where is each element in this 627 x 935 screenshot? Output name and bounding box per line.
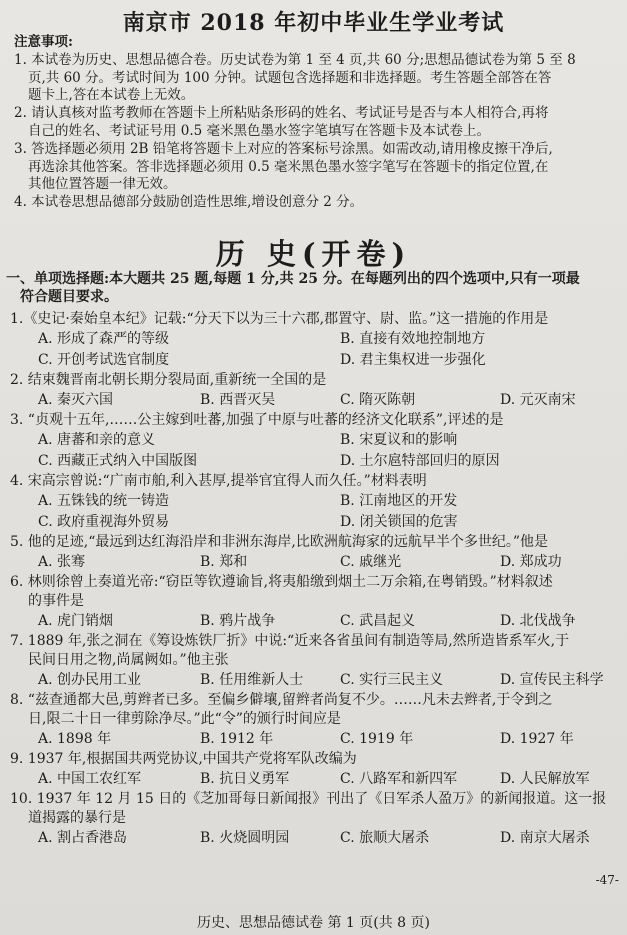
answer-option: C. 旅顺大屠杀 bbox=[340, 830, 430, 846]
question-stem: 1.《史记·秦始皇本纪》记载:“分天下以为三十六郡,郡置守、尉、监。”这一措施的作用是 bbox=[10, 311, 549, 327]
option-row bbox=[10, 430, 622, 451]
answer-option: D. 1927 年 bbox=[500, 731, 574, 747]
page-number: -47- bbox=[595, 873, 619, 887]
option-row bbox=[10, 670, 622, 691]
answer-option: A. 割占香港岛 bbox=[38, 830, 128, 846]
option-row bbox=[10, 491, 622, 512]
answer-option: A. 创办民用工业 bbox=[38, 672, 142, 688]
question-stem: 5. 他的足迹,“最远到达红海沿岸和非洲东海岸,比欧洲航海家的远航早半个多世纪。”他是 bbox=[10, 534, 549, 550]
answer-option: A. 1898 年 bbox=[38, 731, 112, 747]
answer-option: A. 虎门销烟 bbox=[38, 613, 114, 629]
answer-option: D. 土尔扈特部回归的原因 bbox=[340, 453, 500, 469]
question-list bbox=[10, 310, 622, 849]
question-stem: 2. 结束魏晋南北朝长期分裂局面,重新统一全国的是 bbox=[10, 372, 327, 388]
option-row bbox=[10, 611, 622, 632]
answer-option: B. 江南地区的开发 bbox=[340, 493, 458, 509]
instruction-line: 其他位置答题一律无效。 bbox=[28, 176, 177, 193]
answer-option: B. 任用维新人士 bbox=[200, 672, 304, 688]
question-9 bbox=[10, 750, 622, 790]
answer-option: B. 郑和 bbox=[200, 554, 248, 570]
answer-option: C. 隋灭陈朝 bbox=[340, 392, 416, 408]
instruction-line: 1. 本试卷为历史、思想品德合卷。历史试卷为第 1 至 4 页,共 60 分;思想品德试卷为第 5 至 8 bbox=[14, 51, 576, 68]
section-line: 一、单项选择题:本大题共 25 题,每题 1 分,共 25 分。在每题列出的四个选项中,只有一项最 bbox=[6, 271, 580, 287]
answer-option: B. 西晋灭吴 bbox=[200, 392, 276, 408]
answer-option: B. 直接有效地控制地方 bbox=[340, 331, 486, 347]
question-7 bbox=[10, 632, 622, 691]
subject-heading: 历 史(开卷) bbox=[215, 237, 412, 271]
instruction-4 bbox=[14, 194, 614, 212]
instruction-line: 再选涂其他答案。答非选择题必须用 0.5 毫米黑色墨水签字笔写在答题卡的指定位置,在 bbox=[28, 158, 549, 175]
option-row bbox=[10, 390, 622, 411]
option-row bbox=[10, 552, 622, 573]
page-footer: 历史、思想品德试卷 第 1 页(共 8 页) bbox=[197, 915, 430, 931]
question-3 bbox=[10, 411, 622, 472]
option-row bbox=[10, 350, 622, 371]
question-stem: 3. “贞观十五年,……公主嫁到吐蕃,加强了中原与吐蕃的经济文化联系”,评述的是 bbox=[10, 412, 504, 428]
answer-option: A. 中国工农红军 bbox=[38, 771, 142, 787]
instruction-line: 页,共 60 分。考试时间为 100 分钟。试题包含选择题和非选择题。考生答题全部答在答 bbox=[28, 69, 552, 86]
answer-option: B. 宋夏议和的影响 bbox=[340, 432, 458, 448]
question-1 bbox=[10, 310, 622, 371]
answer-option: D. 南京大屠杀 bbox=[500, 830, 590, 846]
answer-option: C. 开创考试选官制度 bbox=[38, 352, 170, 368]
option-row bbox=[10, 451, 622, 472]
answer-option: D. 宣传民主科学 bbox=[500, 672, 604, 688]
answer-option: B. 鸦片战争 bbox=[200, 613, 276, 629]
question-5 bbox=[10, 533, 622, 573]
answer-option: D. 闭关锁国的危害 bbox=[340, 514, 458, 530]
answer-option: C. 政府重视海外贸易 bbox=[38, 514, 170, 530]
answer-option: D. 君主集权进一步强化 bbox=[340, 352, 486, 368]
question-stem: 8. “兹查通都大邑,剪辫者已多。至偏乡僻壤,留辫者尚复不少。……凡未去辫者,于令到之 bbox=[10, 692, 553, 708]
section-line: 符合题目要求。 bbox=[20, 289, 118, 305]
answer-option: C. 戚继光 bbox=[340, 554, 402, 570]
answer-option: A. 形成了森严的等级 bbox=[38, 331, 170, 347]
question-stem: 日,限二十日一律剪除净尽。”此“令”的颁行时间应是 bbox=[28, 711, 341, 727]
question-stem: 的事件是 bbox=[28, 593, 84, 609]
question-stem: 9. 1937 年,根据国共两党协议,中国共产党将军队改编为 bbox=[10, 751, 357, 767]
option-row bbox=[10, 512, 622, 533]
exam-title: 南京市 2018 年初中毕业生学业考试 bbox=[122, 10, 505, 36]
option-row bbox=[10, 729, 622, 750]
question-10 bbox=[10, 790, 622, 849]
answer-option: C. 西藏正式纳入中国版图 bbox=[38, 453, 198, 469]
instruction-1 bbox=[14, 52, 614, 105]
answer-option: B. 抗日义勇军 bbox=[200, 771, 290, 787]
question-stem: 道揭露的暴行是 bbox=[28, 810, 126, 826]
instructions-heading: 注意事项: bbox=[14, 34, 73, 50]
answer-option: B. 火烧圆明园 bbox=[200, 830, 290, 846]
answer-option: D. 郑成功 bbox=[500, 554, 562, 570]
question-2 bbox=[10, 371, 622, 411]
option-row bbox=[10, 769, 622, 790]
answer-option: C. 实行三民主义 bbox=[340, 672, 444, 688]
answer-option: C. 1919 年 bbox=[340, 731, 414, 747]
instruction-line: 自己的姓名、考试证号用 0.5 毫米黑色墨水签字笔填写在答题卡及本试卷上。 bbox=[28, 122, 491, 139]
answer-option: A. 秦灭六国 bbox=[38, 392, 114, 408]
answer-option: D. 人民解放军 bbox=[500, 771, 590, 787]
instruction-2 bbox=[14, 105, 614, 141]
question-stem: 民间日用之物,尚属阙如。”他主张 bbox=[28, 652, 229, 668]
option-row bbox=[10, 329, 622, 350]
instruction-line: 3. 答选择题必须用 2B 铅笔将答题卡上对应的答案标号涂黑。如需改动,请用橡皮擦干净后, bbox=[14, 140, 553, 157]
answer-option: A. 唐蕃和亲的意义 bbox=[38, 432, 156, 448]
question-4 bbox=[10, 472, 622, 533]
section-heading bbox=[6, 270, 618, 306]
question-stem: 7. 1889 年,张之洞在《筹设炼铁厂折》中说:“近来各省虽间有制造等局,然所造皆系军火,于 bbox=[10, 633, 570, 649]
option-row bbox=[10, 828, 622, 849]
instruction-line: 2. 请认真核对监考教师在答题卡上所粘贴条形码的姓名、考试证号是否与本人相符合,再将 bbox=[14, 105, 549, 122]
question-stem: 4. 宋高宗曾说:“广南市舶,利入甚厚,提举官宜得人而久任。”材料表明 bbox=[10, 473, 427, 489]
instruction-line: 4. 本试卷思想品德部分鼓励创造性思维,增设创意分 2 分。 bbox=[14, 194, 364, 211]
question-stem: 6. 林则徐曾上奏道光帝:“窃臣等钦遵谕旨,将夷船缴到烟土二万余箱,在粤销毁。”材料叙述 bbox=[10, 574, 553, 590]
answer-option: C. 武昌起义 bbox=[340, 613, 416, 629]
instructions bbox=[14, 34, 614, 212]
instruction-line: 题卡上,答在本试卷上无效。 bbox=[28, 87, 195, 104]
question-stem: 10. 1937 年 12 月 15 日的《芝加哥每日新闻报》刊出了《日军杀人盈万》的新闻报道。这一报 bbox=[10, 791, 607, 807]
question-6 bbox=[10, 573, 622, 632]
answer-option: A. 张骞 bbox=[38, 554, 86, 570]
answer-option: A. 五铢钱的统一铸造 bbox=[38, 493, 170, 509]
question-8 bbox=[10, 691, 622, 750]
answer-option: B. 1912 年 bbox=[200, 731, 274, 747]
instruction-3 bbox=[14, 141, 614, 194]
answer-option: C. 八路军和新四军 bbox=[340, 771, 458, 787]
answer-option: D. 北伐战争 bbox=[500, 613, 576, 629]
answer-option: D. 元灭南宋 bbox=[500, 392, 576, 408]
